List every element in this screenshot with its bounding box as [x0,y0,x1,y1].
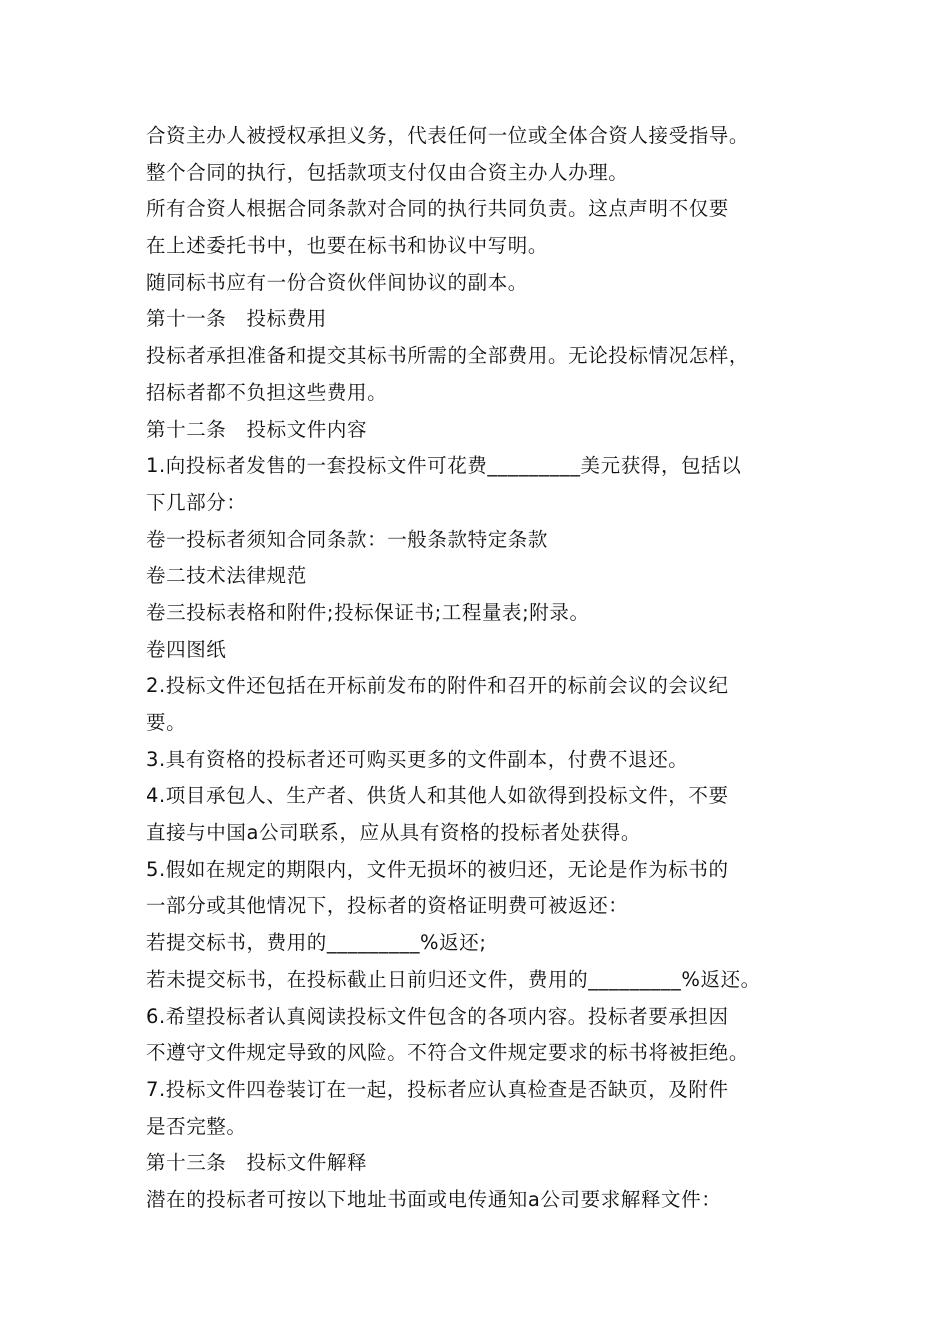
text-line: 随同标书应有一份合资伙伴间协议的副本。 [146,270,528,294]
article-heading: 第十三条 投标文件解释 [146,1151,368,1175]
text-line: 招标者都不负担这些费用。 [146,380,388,404]
text-line: 7.投标文件四卷装订在一起，投标者应认真检查是否缺页，及附件 [146,1077,729,1101]
text-line: 若提交标书，费用的_________%返还; [146,931,487,955]
text-line: 所有合资人根据合同条款对合同的执行共同负责。这点声明不仅要 [146,197,729,221]
text-line: 卷三投标表格和附件;投标保证书;工程量表;附录。 [146,600,590,624]
text-line: 要。 [146,711,187,734]
text-line: 5.假如在规定的期限内，文件无损坏的被归还，无论是作为标书的 [146,857,729,881]
text-line: 4.项目承包人、生产者、供货人和其他人如欲得到投标文件，不要 [146,784,729,808]
text-line: 投标者承担准备和提交其标书所需的全部费用。无论投标情况怎样， [146,344,750,368]
text-line: 6.希望投标者认真阅读投标文件包含的各项内容。投标者要承担因 [146,1004,729,1028]
text-line: 2.投标文件还包括在开标前发布的附件和召开的标前会议的会议纪 [146,674,729,698]
text-line: 合资主办人被授权承担义务，代表任何一位或全体合资人接受指导。 [146,124,750,147]
text-line: 卷二技术法律规范 [146,564,307,588]
document-body [146,118,826,1219]
text-line: 若未提交标书，在投标截止日前归还文件，费用的_________%返还。 [146,967,761,991]
article-heading: 第十二条 投标文件内容 [146,417,368,441]
article-heading: 第十一条 投标费用 [146,307,327,331]
text-line: 在上述委托书中，也要在标书和协议中写明。 [146,234,549,258]
text-line: 卷四图纸 [146,637,227,661]
text-line: 1.向投标者发售的一套投标文件可花费_________美元获得，包括以 [146,454,742,478]
text-line: 直接与中国a公司联系，应从具有资格的投标者处获得。 [146,821,641,845]
text-line: 卷一投标者须知合同条款：一般条款特定条款 [146,527,549,551]
text-line: 一部分或其他情况下，投标者的资格证明费可被返还： [146,894,629,918]
text-line: 潜在的投标者可按以下地址书面或电传通知a公司要求解释文件： [146,1187,722,1211]
text-line: 下几部分： [146,490,247,514]
text-line: 3.具有资格的投标者还可购买更多的文件副本，付费不退还。 [146,747,689,771]
text-line: 是否完整。 [146,1114,247,1138]
text-line: 不遵守文件规定导致的风险。不符合文件规定要求的标书将被拒绝。 [146,1041,750,1065]
text-line: 整个合同的执行，包括款项支付仅由合资主办人办理。 [146,160,629,184]
